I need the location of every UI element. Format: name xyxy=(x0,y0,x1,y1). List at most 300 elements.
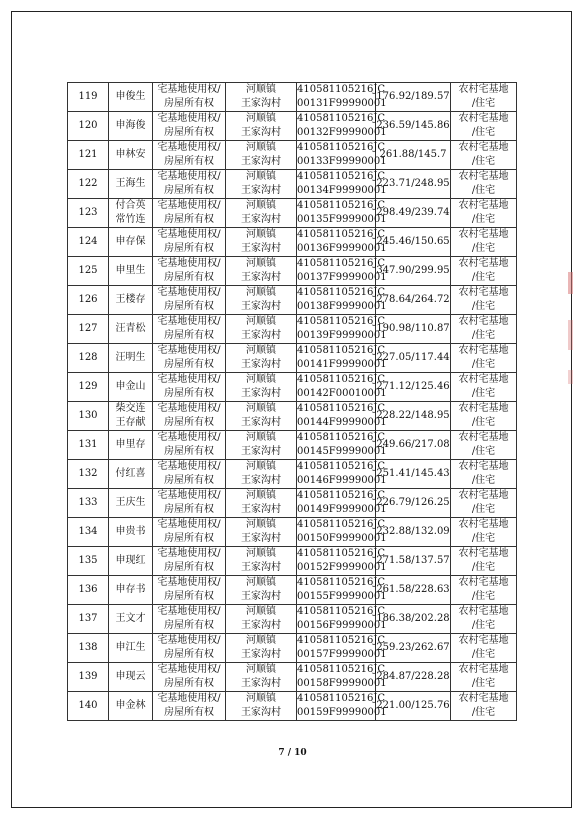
parcel-code-cell-line: 00155F99990001 xyxy=(297,591,387,602)
parcel-code-cell-line: 410581105216JC xyxy=(297,84,386,95)
usage-cell-line: 农村宅基地 xyxy=(458,142,509,153)
right-type-cell-line: 房屋所有权 xyxy=(164,98,214,109)
location-cell-line: 王家沟村 xyxy=(241,185,281,196)
parcel-code-cell-line: 00131F99990001 xyxy=(297,98,387,109)
parcel-code-cell-line: 00158F99990001 xyxy=(297,678,387,689)
location-cell-line: 王家沟村 xyxy=(241,388,281,399)
owner-name-cell-line: 王存献 xyxy=(115,417,146,428)
location-cell-line: 王家沟村 xyxy=(241,620,281,631)
location-cell xyxy=(226,547,297,576)
seal-edge-mark xyxy=(568,370,573,384)
usage-cell-line: 农村宅基地 xyxy=(458,635,509,646)
area-cell: 259.23/262.67 xyxy=(376,634,451,663)
usage-cell-line: 农村宅基地 xyxy=(458,84,509,95)
area-cell: 176.92/189.57 xyxy=(376,83,451,112)
area-cell: 347.90/299.95 xyxy=(376,257,451,286)
parcel-code-cell xyxy=(297,489,387,518)
usage-cell-line: 农村宅基地 xyxy=(458,519,509,530)
row-number-cell: 127 xyxy=(68,315,109,344)
owner-name-cell xyxy=(109,315,153,344)
usage-cell-line: /住宅 xyxy=(471,504,496,515)
row-number-cell: 139 xyxy=(68,663,109,692)
owner-name-cell-line: 汪青松 xyxy=(115,323,146,334)
owner-name-cell-line: 申存书 xyxy=(115,584,146,595)
right-type-cell-line: 宅基地使用权/ xyxy=(157,606,221,617)
area-cell: 284.87/228.28 xyxy=(376,663,451,692)
parcel-code-cell-line: 00137F99990001 xyxy=(297,272,387,283)
location-cell-line: 河顺镇 xyxy=(246,84,276,95)
location-cell xyxy=(226,431,297,460)
usage-cell-line: /住宅 xyxy=(471,649,496,660)
location-cell-line: 王家沟村 xyxy=(241,359,281,370)
table-row xyxy=(68,315,517,344)
usage-cell-line: /住宅 xyxy=(471,417,496,428)
parcel-code-cell-line: 410581105216JC xyxy=(297,200,386,211)
usage-cell-line: /住宅 xyxy=(471,185,496,196)
usage-cell xyxy=(451,547,517,576)
parcel-code-cell-line: 00138F99990001 xyxy=(297,301,387,312)
location-cell-line: 河顺镇 xyxy=(246,142,276,153)
table-row xyxy=(68,170,517,199)
location-cell xyxy=(226,663,297,692)
right-type-cell xyxy=(153,286,226,315)
table-row xyxy=(68,257,517,286)
parcel-code-cell-line: 410581105216JC xyxy=(297,229,386,240)
right-type-cell-line: 宅基地使用权/ xyxy=(157,693,221,704)
right-type-cell xyxy=(153,489,226,518)
right-type-cell xyxy=(153,257,226,286)
area-cell: 226.79/126.25 xyxy=(376,489,451,518)
parcel-code-cell-line: 00157F99990001 xyxy=(297,649,387,660)
right-type-cell-line: 宅基地使用权/ xyxy=(157,519,221,530)
usage-cell-line: 农村宅基地 xyxy=(458,374,509,385)
parcel-code-cell xyxy=(297,547,387,576)
parcel-code-cell-line: 00152F99990001 xyxy=(297,562,387,573)
location-cell-line: 河顺镇 xyxy=(246,316,276,327)
right-type-cell-line: 宅基地使用权/ xyxy=(157,374,221,385)
parcel-code-cell-line: 410581105216JC xyxy=(297,693,386,704)
right-type-cell-line: 房屋所有权 xyxy=(164,388,214,399)
parcel-code-cell-line: 410581105216JC xyxy=(297,403,386,414)
owner-name-cell-line: 申金山 xyxy=(115,381,146,392)
usage-cell-line: 农村宅基地 xyxy=(458,229,509,240)
right-type-cell xyxy=(153,431,226,460)
usage-cell-line: 农村宅基地 xyxy=(458,461,509,472)
area-cell: 227.05/117.44 xyxy=(376,344,451,373)
location-cell-line: 王家沟村 xyxy=(241,707,281,718)
parcel-code-cell-line: 00136F99990001 xyxy=(297,243,387,254)
table-row xyxy=(68,576,517,605)
owner-name-cell xyxy=(109,518,153,547)
area-cell: 221.00/125.76 xyxy=(376,692,451,721)
right-type-cell-line: 宅基地使用权/ xyxy=(157,84,221,95)
owner-name-cell xyxy=(109,170,153,199)
row-number-cell: 126 xyxy=(68,286,109,315)
owner-name-cell xyxy=(109,199,153,228)
location-cell xyxy=(226,344,297,373)
table-row xyxy=(68,518,517,547)
parcel-code-cell xyxy=(297,112,387,141)
location-cell xyxy=(226,605,297,634)
owner-name-cell-line: 申贵书 xyxy=(115,526,146,537)
area-cell: 232.88/132.09 xyxy=(376,518,451,547)
owner-name-cell-line: 王庆生 xyxy=(115,497,146,508)
owner-name-cell xyxy=(109,605,153,634)
location-cell xyxy=(226,112,297,141)
parcel-code-cell-line: 410581105216JC xyxy=(297,142,386,153)
owner-name-cell-line: 申俊生 xyxy=(115,91,146,102)
table-row xyxy=(68,112,517,141)
parcel-code-cell-line: 410581105216JC xyxy=(297,490,386,501)
owner-name-cell xyxy=(109,83,153,112)
right-type-cell-line: 房屋所有权 xyxy=(164,562,214,573)
usage-cell-line: /住宅 xyxy=(471,678,496,689)
location-cell-line: 王家沟村 xyxy=(241,649,281,660)
right-type-cell-line: 房屋所有权 xyxy=(164,678,214,689)
location-cell-line: 河顺镇 xyxy=(246,345,276,356)
right-type-cell-line: 房屋所有权 xyxy=(164,446,214,457)
parcel-code-cell-line: 410581105216JC xyxy=(297,548,386,559)
parcel-code-cell-line: 00144F99990001 xyxy=(297,417,387,428)
usage-cell-line: 农村宅基地 xyxy=(458,258,509,269)
usage-cell-line: /住宅 xyxy=(471,127,496,138)
right-type-cell xyxy=(153,228,226,257)
usage-cell-line: 农村宅基地 xyxy=(458,287,509,298)
right-type-cell-line: 房屋所有权 xyxy=(164,649,214,660)
right-type-cell-line: 宅基地使用权/ xyxy=(157,432,221,443)
right-type-cell xyxy=(153,344,226,373)
parcel-code-cell-line: 410581105216JC xyxy=(297,461,386,472)
row-number-cell: 136 xyxy=(68,576,109,605)
right-type-cell-line: 房屋所有权 xyxy=(164,417,214,428)
parcel-code-cell xyxy=(297,344,387,373)
usage-cell-line: /住宅 xyxy=(471,359,496,370)
table-row xyxy=(68,431,517,460)
parcel-code-cell xyxy=(297,460,387,489)
owner-name-cell-line: 申里生 xyxy=(115,265,146,276)
row-number-cell: 129 xyxy=(68,373,109,402)
location-cell-line: 河顺镇 xyxy=(246,403,276,414)
row-number-cell: 140 xyxy=(68,692,109,721)
area-cell: 251.41/145.43 xyxy=(376,460,451,489)
parcel-code-cell-line: 410581105216JC xyxy=(297,606,386,617)
parcel-code-cell-line: 410581105216JC xyxy=(297,432,386,443)
right-type-cell-line: 宅基地使用权/ xyxy=(157,142,221,153)
parcel-code-cell-line: 00133F99990001 xyxy=(297,156,387,167)
right-type-cell-line: 房屋所有权 xyxy=(164,272,214,283)
parcel-code-cell-line: 410581105216JC xyxy=(297,287,386,298)
owner-name-cell xyxy=(109,692,153,721)
owner-name-cell-line: 申金林 xyxy=(115,700,146,711)
parcel-code-cell-line: 410581105216JC xyxy=(297,519,386,530)
location-cell-line: 王家沟村 xyxy=(241,214,281,225)
usage-cell-line: 农村宅基地 xyxy=(458,490,509,501)
parcel-code-cell-line: 410581105216JC xyxy=(297,374,386,385)
usage-cell-line: 农村宅基地 xyxy=(458,200,509,211)
owner-name-cell xyxy=(109,576,153,605)
location-cell xyxy=(226,402,297,431)
parcel-code-cell-line: 00150F99990001 xyxy=(297,533,387,544)
parcel-code-cell-line: 00146F99990001 xyxy=(297,475,387,486)
location-cell-line: 王家沟村 xyxy=(241,533,281,544)
owner-name-cell-line: 申林安 xyxy=(115,149,146,160)
usage-cell-line: /住宅 xyxy=(471,533,496,544)
location-cell xyxy=(226,518,297,547)
owner-name-cell xyxy=(109,402,153,431)
right-type-cell-line: 房屋所有权 xyxy=(164,301,214,312)
owner-name-cell xyxy=(109,547,153,576)
location-cell-line: 河顺镇 xyxy=(246,287,276,298)
parcel-code-cell-line: 00145F99990001 xyxy=(297,446,387,457)
right-type-cell-line: 宅基地使用权/ xyxy=(157,490,221,501)
location-cell-line: 王家沟村 xyxy=(241,301,281,312)
parcel-code-cell xyxy=(297,692,387,721)
right-type-cell xyxy=(153,663,226,692)
right-type-cell-line: 宅基地使用权/ xyxy=(157,200,221,211)
location-cell-line: 王家沟村 xyxy=(241,475,281,486)
area-cell: 236.59/145.86 xyxy=(376,112,451,141)
location-cell xyxy=(226,315,297,344)
location-cell-line: 河顺镇 xyxy=(246,200,276,211)
usage-cell-line: /住宅 xyxy=(471,388,496,399)
row-number-cell: 130 xyxy=(68,402,109,431)
table-row xyxy=(68,83,517,112)
right-type-cell-line: 宅基地使用权/ xyxy=(157,229,221,240)
parcel-code-cell xyxy=(297,141,387,170)
seal-edge-mark xyxy=(568,320,573,350)
row-number-cell: 119 xyxy=(68,83,109,112)
right-type-cell xyxy=(153,460,226,489)
row-number-cell: 122 xyxy=(68,170,109,199)
location-cell-line: 河顺镇 xyxy=(246,548,276,559)
row-number-cell: 132 xyxy=(68,460,109,489)
parcel-code-cell-line: 00142F00010001 xyxy=(297,388,387,399)
usage-cell xyxy=(451,692,517,721)
right-type-cell-line: 房屋所有权 xyxy=(164,127,214,138)
usage-cell-line: 农村宅基地 xyxy=(458,693,509,704)
right-type-cell xyxy=(153,141,226,170)
location-cell-line: 王家沟村 xyxy=(241,330,281,341)
location-cell-line: 王家沟村 xyxy=(241,272,281,283)
usage-cell xyxy=(451,489,517,518)
location-cell xyxy=(226,286,297,315)
usage-cell xyxy=(451,460,517,489)
table-row xyxy=(68,489,517,518)
area-cell: 278.64/264.72 xyxy=(376,286,451,315)
parcel-code-cell xyxy=(297,373,387,402)
owner-name-cell xyxy=(109,663,153,692)
location-cell xyxy=(226,83,297,112)
right-type-cell xyxy=(153,518,226,547)
usage-cell xyxy=(451,344,517,373)
right-type-cell-line: 房屋所有权 xyxy=(164,185,214,196)
table-row xyxy=(68,605,517,634)
table-row xyxy=(68,634,517,663)
table-row xyxy=(68,228,517,257)
location-cell xyxy=(226,634,297,663)
parcel-code-cell xyxy=(297,315,387,344)
location-cell-line: 河顺镇 xyxy=(246,693,276,704)
right-type-cell-line: 宅基地使用权/ xyxy=(157,664,221,675)
right-type-cell xyxy=(153,373,226,402)
row-number-cell: 121 xyxy=(68,141,109,170)
row-number-cell: 124 xyxy=(68,228,109,257)
right-type-cell xyxy=(153,199,226,228)
parcel-code-cell-line: 410581105216JC xyxy=(297,171,386,182)
usage-cell-line: /住宅 xyxy=(471,272,496,283)
right-type-cell xyxy=(153,576,226,605)
parcel-code-cell-line: 00156F99990001 xyxy=(297,620,387,631)
row-number-cell: 133 xyxy=(68,489,109,518)
owner-name-cell xyxy=(109,460,153,489)
table-row xyxy=(68,344,517,373)
location-cell xyxy=(226,141,297,170)
location-cell-line: 王家沟村 xyxy=(241,562,281,573)
usage-cell xyxy=(451,199,517,228)
right-type-cell-line: 宅基地使用权/ xyxy=(157,345,221,356)
usage-cell xyxy=(451,141,517,170)
usage-cell-line: 农村宅基地 xyxy=(458,171,509,182)
location-cell-line: 王家沟村 xyxy=(241,504,281,515)
owner-name-cell-line: 申海俊 xyxy=(115,120,146,131)
location-cell xyxy=(226,199,297,228)
parcel-code-cell-line: 00141F99990001 xyxy=(297,359,387,370)
usage-cell xyxy=(451,373,517,402)
usage-cell xyxy=(451,228,517,257)
parcel-code-cell-line: 410581105216JC xyxy=(297,664,386,675)
location-cell-line: 河顺镇 xyxy=(246,432,276,443)
location-cell xyxy=(226,228,297,257)
owner-name-cell xyxy=(109,634,153,663)
table-row xyxy=(68,692,517,721)
location-cell-line: 河顺镇 xyxy=(246,374,276,385)
parcel-code-cell xyxy=(297,257,387,286)
row-number-cell: 128 xyxy=(68,344,109,373)
right-type-cell-line: 宅基地使用权/ xyxy=(157,577,221,588)
usage-cell-line: /住宅 xyxy=(471,475,496,486)
owner-name-cell-line: 申现云 xyxy=(115,671,146,682)
right-type-cell xyxy=(153,547,226,576)
right-type-cell-line: 房屋所有权 xyxy=(164,156,214,167)
usage-cell-line: /住宅 xyxy=(471,620,496,631)
parcel-code-cell-line: 00159F99990001 xyxy=(297,707,387,718)
parcel-code-cell-line: 410581105216JC xyxy=(297,113,386,124)
usage-cell-line: /住宅 xyxy=(471,330,496,341)
usage-cell xyxy=(451,286,517,315)
usage-cell xyxy=(451,576,517,605)
owner-name-cell-line: 王楼存 xyxy=(115,294,146,305)
usage-cell-line: 农村宅基地 xyxy=(458,606,509,617)
usage-cell-line: 农村宅基地 xyxy=(458,316,509,327)
usage-cell-line: 农村宅基地 xyxy=(458,577,509,588)
location-cell xyxy=(226,489,297,518)
usage-cell xyxy=(451,634,517,663)
location-cell-line: 河顺镇 xyxy=(246,461,276,472)
parcel-code-cell xyxy=(297,199,387,228)
parcel-code-cell-line: 00132F99990001 xyxy=(297,127,387,138)
location-cell-line: 王家沟村 xyxy=(241,591,281,602)
location-cell-line: 河顺镇 xyxy=(246,606,276,617)
area-cell: 271.58/137.57 xyxy=(376,547,451,576)
owner-name-cell xyxy=(109,286,153,315)
location-cell xyxy=(226,257,297,286)
location-cell xyxy=(226,576,297,605)
parcel-code-cell-line: 00135F99990001 xyxy=(297,214,387,225)
parcel-code-cell-line: 410581105216JC xyxy=(297,316,386,327)
location-cell xyxy=(226,692,297,721)
right-type-cell-line: 房屋所有权 xyxy=(164,243,214,254)
table-row xyxy=(68,460,517,489)
right-type-cell-line: 宅基地使用权/ xyxy=(157,548,221,559)
right-type-cell-line: 房屋所有权 xyxy=(164,591,214,602)
row-number-cell: 120 xyxy=(68,112,109,141)
seal-edge-mark xyxy=(568,272,573,294)
right-type-cell xyxy=(153,634,226,663)
usage-cell-line: /住宅 xyxy=(471,98,496,109)
location-cell-line: 王家沟村 xyxy=(241,98,281,109)
page-number: 7 / 10 xyxy=(278,748,307,758)
parcel-code-cell xyxy=(297,576,387,605)
area-cell: 261.58/228.63 xyxy=(376,576,451,605)
owner-name-cell-line: 付红喜 xyxy=(115,468,146,479)
parcel-code-cell xyxy=(297,605,387,634)
parcel-code-cell-line: 00134F99990001 xyxy=(297,185,387,196)
area-cell: 190.98/110.87 xyxy=(376,315,451,344)
table-row xyxy=(68,373,517,402)
parcel-code-cell xyxy=(297,286,387,315)
owner-name-cell xyxy=(109,344,153,373)
location-cell-line: 河顺镇 xyxy=(246,635,276,646)
table-row xyxy=(68,199,517,228)
owner-name-cell-line: 申里存 xyxy=(115,439,146,450)
parcel-code-cell xyxy=(297,228,387,257)
right-type-cell-line: 宅基地使用权/ xyxy=(157,258,221,269)
owner-name-cell xyxy=(109,112,153,141)
location-cell-line: 王家沟村 xyxy=(241,417,281,428)
owner-name-cell-line: 常竹连 xyxy=(115,214,146,225)
owner-name-cell-line: 王海生 xyxy=(115,178,146,189)
parcel-code-cell xyxy=(297,402,387,431)
owner-name-cell xyxy=(109,141,153,170)
parcel-code-cell-line: 00149F99990001 xyxy=(297,504,387,515)
table-row xyxy=(68,402,517,431)
parcel-code-cell-line: 410581105216JC xyxy=(297,345,386,356)
right-type-cell-line: 房屋所有权 xyxy=(164,620,214,631)
right-type-cell-line: 宅基地使用权/ xyxy=(157,461,221,472)
row-number-cell: 131 xyxy=(68,431,109,460)
usage-cell-line: 农村宅基地 xyxy=(458,113,509,124)
usage-cell-line: /住宅 xyxy=(471,562,496,573)
right-type-cell xyxy=(153,315,226,344)
row-number-cell: 138 xyxy=(68,634,109,663)
usage-cell xyxy=(451,112,517,141)
usage-cell-line: /住宅 xyxy=(471,243,496,254)
right-type-cell xyxy=(153,83,226,112)
right-type-cell-line: 房屋所有权 xyxy=(164,533,214,544)
right-type-cell-line: 房屋所有权 xyxy=(164,504,214,515)
right-type-cell-line: 宅基地使用权/ xyxy=(157,403,221,414)
area-cell: 298.49/239.74 xyxy=(376,199,451,228)
owner-name-cell-line: 申现红 xyxy=(115,555,146,566)
location-cell-line: 王家沟村 xyxy=(241,127,281,138)
usage-cell xyxy=(451,518,517,547)
owner-name-cell xyxy=(109,431,153,460)
usage-cell-line: /住宅 xyxy=(471,591,496,602)
row-number-cell: 123 xyxy=(68,199,109,228)
usage-cell-line: 农村宅基地 xyxy=(458,345,509,356)
location-cell-line: 王家沟村 xyxy=(241,446,281,457)
parcel-code-cell xyxy=(297,170,387,199)
